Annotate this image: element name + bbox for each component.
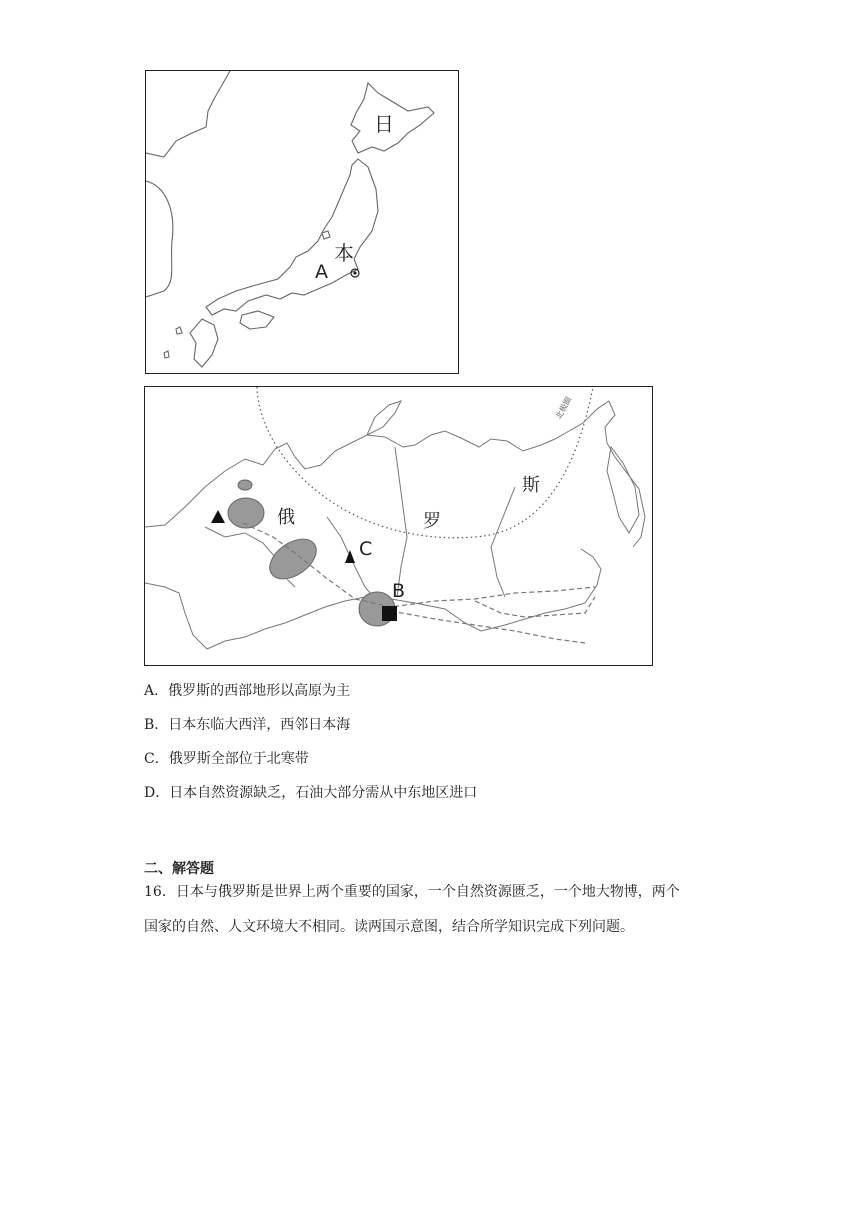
shaded-region-2 [238, 480, 252, 490]
square-symbol-b [382, 606, 397, 621]
japan-map-outline [146, 71, 458, 373]
question-line-2: 国家的自然、人文环境大不相同。读两国示意图，结合所学知识完成下列问题。 [144, 919, 634, 935]
point-c-label: C [359, 538, 373, 560]
russia-map [144, 386, 653, 666]
russia-label-char1: 俄 [277, 507, 295, 528]
shaded-region-1 [228, 498, 264, 528]
japan-map [145, 70, 459, 374]
option-c: C．俄罗斯全部位于北寒带 [144, 751, 309, 767]
point-a-label: A [315, 261, 328, 283]
question-line-1: 16．日本与俄罗斯是世界上两个重要的国家，一个自然资源匮乏，一个地大物博，两个 [144, 884, 680, 900]
arctic-circle-label: 北极圈 [554, 395, 574, 421]
option-d: D．日本自然资源缺乏，石油大部分需从中东地区进口 [144, 785, 478, 801]
option-a: A．俄罗斯的西部地形以高原为主 [144, 683, 351, 699]
option-b: B．日本东临大西洋，西邻日本海 [144, 717, 351, 733]
russia-label-char3: 斯 [522, 475, 540, 496]
japan-label-char1: 日 [374, 112, 394, 136]
japan-label-char2: 本 [334, 241, 354, 265]
triangle-symbol-c [345, 550, 355, 563]
section-title: 二、解答题 [144, 861, 214, 877]
point-b-label: B [392, 580, 406, 602]
russia-map-outline [145, 387, 652, 665]
shaded-region-3 [263, 531, 324, 587]
triangle-symbol-west [211, 510, 225, 523]
russia-label-char2: 罗 [423, 511, 441, 532]
